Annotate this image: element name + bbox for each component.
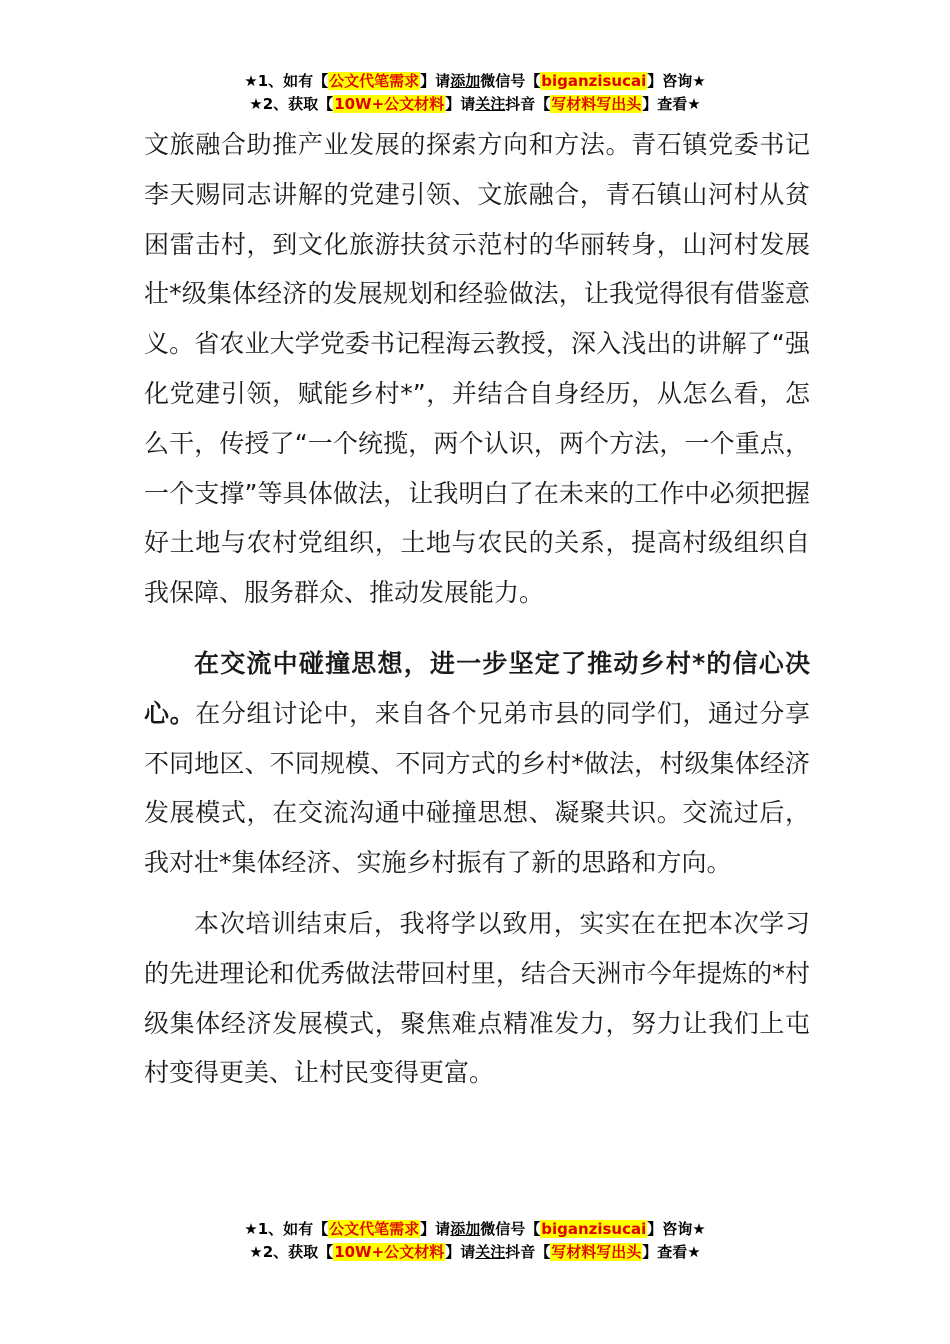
footer-line1-mid2: 微信号【 — [480, 1220, 541, 1238]
footer-line2-underlined: 关注 — [475, 1243, 506, 1261]
footer-line2-mid2: 抖音【 — [505, 1243, 551, 1261]
footer-line1-highlight-wechat-id: biganzisucai — [541, 1220, 647, 1238]
header-line1-highlight-service: 公文代笔需求 — [329, 72, 420, 90]
footer-line2-suffix: 】查看★ — [642, 1243, 701, 1261]
header-banner-line-1 — [0, 70, 950, 93]
header-line2-highlight-materials: 10W+公文材料 — [334, 95, 445, 113]
header-line2-prefix: ★2、获取【 — [249, 95, 334, 113]
header-line1-mid2: 微信号【 — [480, 72, 541, 90]
footer-line1-highlight-service: 公文代笔需求 — [329, 1220, 420, 1238]
paragraph-2-text: 在分组讨论中，来自各个兄弟市县的同学们，通过分享不同地区、不同规模、不同方式的乡村*做法，村级集体经济发展模式，在交流沟通中碰撞思想、凝聚共识。交流过后，我对壮*集体经济、实施乡村振有了新的思路和方向。 — [144, 698, 810, 878]
header-line2-underlined: 关注 — [475, 95, 506, 113]
header-line1-prefix: ★1、如有【 — [244, 72, 329, 90]
header-line1-mid1: 】请 — [420, 72, 451, 90]
document-body — [144, 120, 810, 1098]
header-banner — [0, 70, 950, 116]
header-line2-mid1: 】请 — [445, 95, 476, 113]
footer-banner-line-1 — [0, 1218, 950, 1241]
body-paragraph-2 — [144, 639, 810, 888]
header-line2-mid2: 抖音【 — [505, 95, 551, 113]
footer-line2-highlight-douyin: 写材料写出头 — [551, 1243, 642, 1261]
footer-banner — [0, 1218, 950, 1264]
footer-line2-mid1: 】请 — [445, 1243, 476, 1261]
footer-line1-prefix: ★1、如有【 — [244, 1220, 329, 1238]
footer-line2-highlight-materials: 10W+公文材料 — [334, 1243, 445, 1261]
header-banner-line-2 — [0, 93, 950, 116]
footer-line1-suffix: 】咨询★ — [647, 1220, 706, 1238]
header-line2-highlight-douyin: 写材料写出头 — [551, 95, 642, 113]
header-line1-suffix: 】咨询★ — [647, 72, 706, 90]
body-paragraph-3: 本次培训结束后，我将学以致用，实实在在把本次学习的先进理论和优秀做法带回村里，结合天洲市今年提炼的*村级集体经济发展模式，聚焦难点精准发力，努力让我们上屯村变得更美、让村民变得更富。 — [144, 908, 810, 1088]
footer-banner-line-2 — [0, 1241, 950, 1264]
header-line1-highlight-wechat-id: biganzisucai — [541, 72, 647, 90]
footer-line2-prefix: ★2、获取【 — [249, 1243, 334, 1261]
footer-line1-mid1: 】请 — [420, 1220, 451, 1238]
paragraph-2-heading: 在交流中碰撞思想，进一步坚定了推动乡村*的信心决心。 — [144, 648, 810, 728]
footer-line1-underlined: 添加 — [450, 1220, 481, 1238]
body-paragraph-1: 文旅融合助推产业发展的探索方向和方法。青石镇党委书记李天赐同志讲解的党建引领、文旅融合，青石镇山河村从贫困雷击村，到文化旅游扶贫示范村的华丽转身，山河村发展壮*级集体经济的发展规划和经验做法，让我觉得很有借鉴意义。省农业大学党委书记程海云教授，深入浅出的讲解了“强化党建引领，赋能乡村*”，并结合自身经历，从怎么看，怎么干，传授了“一个统揽，两个认识，两个方法，一个重点，一个支撑”等具体做法，让我明白了在未来的工作中必须把握好土地与农村党组织，土地与农民的关系，提高村级组织自我保障、服务群众、推动发展能力。 — [144, 130, 810, 608]
header-line2-suffix: 】查看★ — [642, 95, 701, 113]
header-line1-underlined: 添加 — [450, 72, 481, 90]
